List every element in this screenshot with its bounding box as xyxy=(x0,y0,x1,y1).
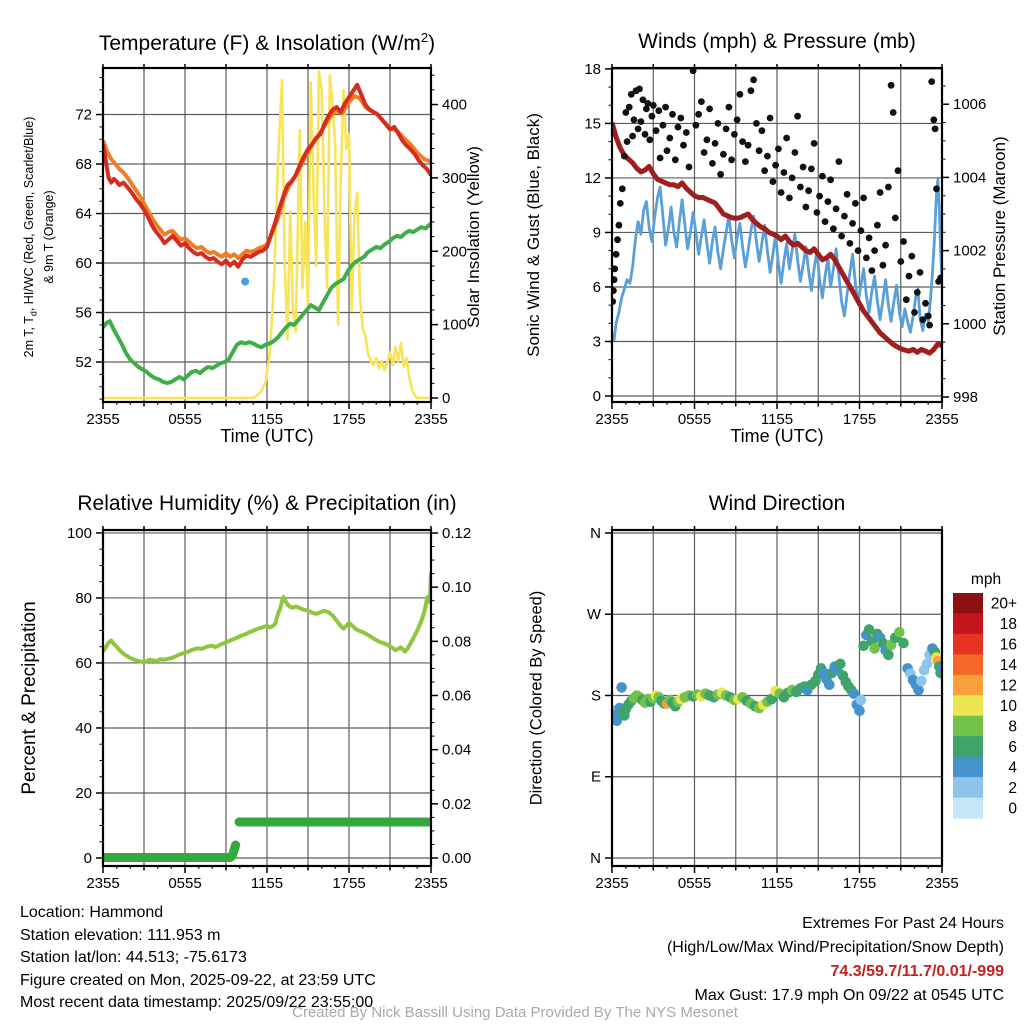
grid-group xyxy=(103,530,431,866)
colorbar-label: 2 xyxy=(1008,779,1017,797)
ylabel-wind-left: Sonic Wind & Gust (Blue, Black) xyxy=(524,113,543,357)
y-tick-label-left: N xyxy=(590,850,601,868)
y-tick-label-left: 56 xyxy=(75,304,92,322)
scatter-point xyxy=(695,111,702,118)
scatter-point xyxy=(731,131,738,138)
ylabel-insolation-right: Solar Insolation (Yellow) xyxy=(464,146,483,328)
y-tick-label-left: 0 xyxy=(83,850,92,868)
scatter-point xyxy=(908,253,915,260)
title-text: Temperature (F) & Insolation (W/m xyxy=(98,32,421,55)
scatter-point xyxy=(626,104,633,111)
scatter-point xyxy=(926,322,933,329)
y-tick-label-left: 64 xyxy=(75,205,92,223)
colorbar-label: 20+ xyxy=(990,595,1017,613)
colorbar-label: 12 xyxy=(999,677,1017,695)
scatter-point xyxy=(906,273,913,280)
x-tick-label: 2355 xyxy=(414,875,448,892)
scatter-point xyxy=(836,158,843,165)
title-text: ) xyxy=(428,32,436,55)
scatter-point xyxy=(715,120,722,127)
scatter-point xyxy=(816,193,823,200)
scatter-point xyxy=(783,135,790,142)
y-tick-label-right: 0.12 xyxy=(442,524,472,542)
y-tick-label-left: 0 xyxy=(592,388,601,406)
scatter-point xyxy=(709,160,716,167)
xlabel-winds: Time (UTC) xyxy=(730,426,824,446)
scatter-point xyxy=(775,146,782,153)
scatter-point xyxy=(693,122,700,129)
colorbar-label: 18 xyxy=(999,616,1017,634)
scatter-point xyxy=(855,247,862,254)
scatter-point xyxy=(669,111,676,118)
scatter-point xyxy=(888,82,895,89)
x-tick-label: 1155 xyxy=(760,411,794,428)
scatter-point xyxy=(660,122,667,129)
scatter-point xyxy=(830,225,837,232)
scatter-point xyxy=(819,173,826,180)
y-tick-label-right: 400 xyxy=(442,96,468,114)
y-tick-label-left: 12 xyxy=(584,169,601,187)
scatter-point xyxy=(748,87,755,94)
y-tick-label-right: 200 xyxy=(442,243,468,261)
title-winds-pressure: Winds (mph) & Pressure (mb) xyxy=(638,30,916,53)
ylabel-text: , HI/WC (Red, Green, Scarlet/Blue) xyxy=(21,116,36,312)
title-humidity-precip: Relative Humidity (%) & Precipitation (in) xyxy=(77,492,457,515)
scatter-point xyxy=(686,164,693,171)
chart-humidity-precip xyxy=(0,470,512,920)
ylabel-temperature-left xyxy=(22,117,57,358)
scatter-point xyxy=(847,240,854,247)
scatter-point xyxy=(852,200,859,207)
scatter-point xyxy=(624,138,631,145)
y-tick-label-left: 52 xyxy=(75,354,92,372)
x-tick-label: 2355 xyxy=(595,411,629,428)
scatter-point xyxy=(742,158,749,165)
x-tick-label: 1755 xyxy=(332,875,366,892)
station-latlon: Station lat/lon: 44.513; -75.6173 xyxy=(20,949,247,966)
ylabel-text: & 9m T (Orange) xyxy=(41,190,56,284)
y-tick-label-left: 80 xyxy=(75,589,92,607)
scatter-point xyxy=(616,222,623,229)
scatter-point xyxy=(672,156,679,163)
x-tick-label: 1155 xyxy=(250,875,284,892)
y-tick-label-left: E xyxy=(590,768,601,786)
chart-winds-pressure xyxy=(512,0,1024,470)
x-tick-label: 0555 xyxy=(677,875,712,892)
y-tick-label-left: 72 xyxy=(75,106,92,124)
xlabel-temperature: Time (UTC) xyxy=(220,426,314,446)
scatter-point xyxy=(734,116,741,123)
colorbar-block xyxy=(953,634,983,655)
scatter-point xyxy=(856,695,867,706)
scatter-point xyxy=(894,627,905,638)
scatter-point xyxy=(677,115,684,122)
x-tick-label: 2355 xyxy=(925,411,959,428)
colorbar-label: 4 xyxy=(1008,759,1017,777)
y-tick-label-left: 6 xyxy=(592,278,601,296)
scatter-point xyxy=(666,135,673,142)
colorbar-label: 16 xyxy=(999,636,1017,654)
scatter-point xyxy=(698,98,705,105)
scatter-point xyxy=(932,125,939,132)
max-gust: Max Gust: 17.9 mph On 09/22 at 0545 UTC xyxy=(694,987,1004,1004)
scatter-point xyxy=(854,706,865,717)
scatter-point xyxy=(866,235,873,242)
chart-wind-direction xyxy=(512,470,1024,920)
y-tick-label-right: 1000 xyxy=(953,315,987,333)
colorbar-label: 14 xyxy=(999,657,1017,675)
scatter-point xyxy=(835,659,846,670)
scatter-point xyxy=(613,251,620,258)
scatter-point xyxy=(629,133,636,140)
scatter-point xyxy=(925,313,932,320)
scatter-point xyxy=(706,106,713,113)
scatter-point xyxy=(930,116,937,123)
scatter-point xyxy=(638,118,645,125)
scatter-point xyxy=(664,147,671,154)
extremes-block xyxy=(667,912,1004,1008)
scatter-point xyxy=(794,113,801,120)
extremes-subtitle: (High/Low/Max Wind/Precipitation/Snow Depth) xyxy=(666,939,1004,956)
x-tick-label: 1755 xyxy=(332,411,366,428)
recent-timestamp: Most recent data timestamp: 2025/09/22 23:55:00 xyxy=(20,994,374,1011)
y-tick-label-right: 100 xyxy=(442,316,468,334)
x-tick-label: 0555 xyxy=(168,875,202,892)
scatter-point xyxy=(650,102,657,109)
scatter-point xyxy=(841,213,848,220)
series-precip-zero xyxy=(104,845,236,858)
scatter-point xyxy=(649,113,656,120)
scatter-point xyxy=(781,169,788,176)
extremes-title: Extremes For Past 24 Hours xyxy=(802,915,1004,932)
scatter-point xyxy=(805,187,812,194)
scatter-point xyxy=(717,171,724,178)
y-tick-label-left: 40 xyxy=(75,719,92,737)
scatter-point xyxy=(822,218,829,225)
colorbar-title: mph xyxy=(970,571,1002,588)
scatter-point xyxy=(913,685,924,696)
scatter-point xyxy=(753,120,760,127)
colorbar-label: 6 xyxy=(1008,738,1017,756)
x-tick-label: 1755 xyxy=(842,875,877,892)
scatter-point xyxy=(761,167,768,174)
y-tick-label-left: 100 xyxy=(66,524,92,542)
colorbar-block xyxy=(953,593,983,614)
y-tick-label-left: 68 xyxy=(75,156,92,174)
scatter-point xyxy=(653,127,660,134)
scatter-point xyxy=(789,175,796,182)
scatter-point xyxy=(635,125,642,132)
scatter-point xyxy=(683,129,690,136)
scatter-point xyxy=(662,104,669,111)
x-tick-label: 2355 xyxy=(86,411,120,428)
scatter-point xyxy=(827,176,834,183)
scatter-point xyxy=(631,116,638,123)
scatter-point xyxy=(619,185,626,192)
colorbar-block xyxy=(953,654,983,675)
colorbar-label: 8 xyxy=(1008,718,1017,736)
scatter-point xyxy=(704,136,711,143)
ylabel-subscript: d xyxy=(28,311,39,317)
scatter-point xyxy=(825,198,832,205)
scatter-point xyxy=(874,222,881,229)
scatter-point xyxy=(767,115,774,122)
colorbar-label: 10 xyxy=(999,698,1017,715)
scatter-point xyxy=(858,227,865,234)
ylabel-text: 2m T, T xyxy=(21,316,36,358)
scatter-point xyxy=(933,185,940,192)
scatter-point xyxy=(900,238,907,245)
scatter-point xyxy=(892,215,899,222)
scatter-point xyxy=(803,204,810,211)
y-tick-label-right: 0.02 xyxy=(442,795,472,813)
scatter-point xyxy=(871,247,878,254)
scatter-point xyxy=(614,236,621,243)
colorbar-block xyxy=(953,777,983,798)
scatter-point xyxy=(723,125,730,132)
scatter-point xyxy=(895,167,902,174)
scatter-point xyxy=(764,153,771,160)
scatter-point xyxy=(759,127,766,134)
scatter-point xyxy=(797,184,804,191)
scatter-point xyxy=(903,296,910,303)
scatter-point xyxy=(838,233,845,240)
y-tick-label-right: 0.10 xyxy=(442,579,472,597)
x-tick-label: 2355 xyxy=(925,875,959,892)
colorbar-block xyxy=(953,757,983,778)
scatter-point xyxy=(808,166,815,173)
scatter-point xyxy=(897,258,904,265)
colorbar-block xyxy=(953,613,983,634)
colorbar xyxy=(953,571,1017,819)
ylabel-humidity-left: Percent & Precipitation xyxy=(19,601,40,795)
y-tick-label-left: 60 xyxy=(75,654,92,672)
credit-line: Created By Nick Bassill Using Data Provided By The NYS Mesonet xyxy=(292,1004,738,1021)
scatter-point xyxy=(811,140,818,147)
tick-label-group xyxy=(67,525,471,892)
y-tick-label-left: N xyxy=(590,524,601,542)
scatter-point xyxy=(898,638,909,649)
colorbar-block xyxy=(953,716,983,737)
scatter-point xyxy=(849,220,856,227)
y-tick-label-left: 15 xyxy=(584,115,601,133)
y-tick-label-right: 998 xyxy=(953,388,979,406)
scatter-point xyxy=(778,189,785,196)
y-tick-label-left: 20 xyxy=(75,784,92,802)
x-tick-label: 0555 xyxy=(168,411,202,428)
y-tick-label-right: 0.04 xyxy=(442,741,472,759)
scatter-point xyxy=(241,278,249,286)
colorbar-block xyxy=(953,798,983,819)
scatter-point xyxy=(750,76,757,83)
scatter-point xyxy=(877,189,884,196)
y-tick-label-left: W xyxy=(586,606,601,624)
x-tick-label: 2355 xyxy=(595,875,629,892)
colorbar-block xyxy=(953,675,983,696)
scatter-point xyxy=(655,107,662,114)
scatter-point xyxy=(882,242,889,249)
scatter-point xyxy=(922,659,933,670)
x-tick-label: 1755 xyxy=(842,411,877,428)
scatter-point xyxy=(770,178,777,185)
scatter-point xyxy=(737,91,744,98)
x-tick-label: 1155 xyxy=(760,875,794,892)
scatter-point xyxy=(726,104,733,111)
scatter-point xyxy=(814,209,821,216)
scatter-point xyxy=(792,149,799,156)
y-tick-label-right: 0 xyxy=(442,390,451,408)
scatter-point xyxy=(657,155,664,162)
scatter-point xyxy=(680,142,687,149)
scatter-point xyxy=(800,164,807,171)
scatter-point xyxy=(883,650,894,661)
scatter-point xyxy=(728,156,735,163)
scatter-point xyxy=(642,131,649,138)
title-superscript: 2 xyxy=(420,30,429,45)
scatter-point xyxy=(914,289,921,296)
scatter-point xyxy=(616,682,627,693)
scatter-point xyxy=(922,300,929,307)
ylabel-pressure-right: Station Pressure (Maroon) xyxy=(990,136,1009,336)
title-wind-direction: Wind Direction xyxy=(708,492,846,515)
title-temperature-insolation xyxy=(99,30,435,56)
colorbar-label: 0 xyxy=(1008,800,1017,818)
scatter-point xyxy=(772,162,779,169)
scatter-point xyxy=(880,262,887,269)
y-tick-label-left: 9 xyxy=(592,224,601,242)
scatter-point xyxy=(890,109,897,116)
scatter-point xyxy=(844,191,851,198)
y-tick-label-right: 1002 xyxy=(953,242,987,260)
x-tick-label: 2355 xyxy=(86,875,120,892)
scatter-point xyxy=(833,205,840,212)
scatter-point xyxy=(720,151,727,158)
y-tick-label-right: 1004 xyxy=(953,169,987,187)
scatter-point xyxy=(911,309,918,316)
scatter-point xyxy=(885,184,892,191)
scatter-point xyxy=(646,136,653,143)
chart-temperature-insolation xyxy=(0,0,512,470)
scatter-point xyxy=(675,124,682,131)
station-location: Location: Hammond xyxy=(20,904,164,921)
scatter-point xyxy=(617,200,624,207)
scatter-point xyxy=(756,147,763,154)
y-tick-label-left: 60 xyxy=(75,255,92,273)
y-tick-label-right: 300 xyxy=(442,169,468,187)
y-tick-label-right: 0.08 xyxy=(442,633,472,651)
y-tick-label-left: 18 xyxy=(584,60,601,78)
station-info-block xyxy=(20,902,376,1015)
x-tick-label: 0555 xyxy=(677,411,712,428)
figure-created: Figure created on Mon, 2025-09-22, at 23:59 UTC xyxy=(20,971,376,989)
y-tick-label-right: 0.06 xyxy=(442,687,472,705)
y-tick-label-right: 1006 xyxy=(953,96,987,114)
y-tick-label-left: S xyxy=(590,687,601,705)
scatter-point xyxy=(860,195,867,202)
scatter-point xyxy=(745,142,752,149)
x-tick-label: 2355 xyxy=(414,411,448,428)
scatter-point xyxy=(869,267,876,274)
series-wind-chill xyxy=(241,278,249,286)
y-tick-label-left: 3 xyxy=(592,333,601,351)
x-tick-label: 1155 xyxy=(250,411,284,428)
scatter-point xyxy=(863,255,870,262)
colorbar-block xyxy=(953,736,983,757)
extremes-values: 74.3/59.7/11.7/0.01/-999 xyxy=(830,963,1004,980)
tick-label-group xyxy=(587,525,959,892)
scatter-point xyxy=(786,195,793,202)
colorbar-block xyxy=(953,695,983,716)
scatter-point xyxy=(712,140,719,147)
scatter-point xyxy=(621,153,628,160)
ylabel-direction-left: Direction (Colored By Speed) xyxy=(527,590,546,806)
scatter-point xyxy=(824,679,835,690)
scatter-point xyxy=(701,149,708,156)
scatter-point xyxy=(917,269,924,276)
scatter-point xyxy=(928,78,935,85)
station-elevation: Station elevation: 111.953 m xyxy=(20,926,221,944)
scatter-point xyxy=(636,86,643,93)
y-tick-label-right: 0.00 xyxy=(442,850,472,868)
scatter-point xyxy=(916,676,927,687)
